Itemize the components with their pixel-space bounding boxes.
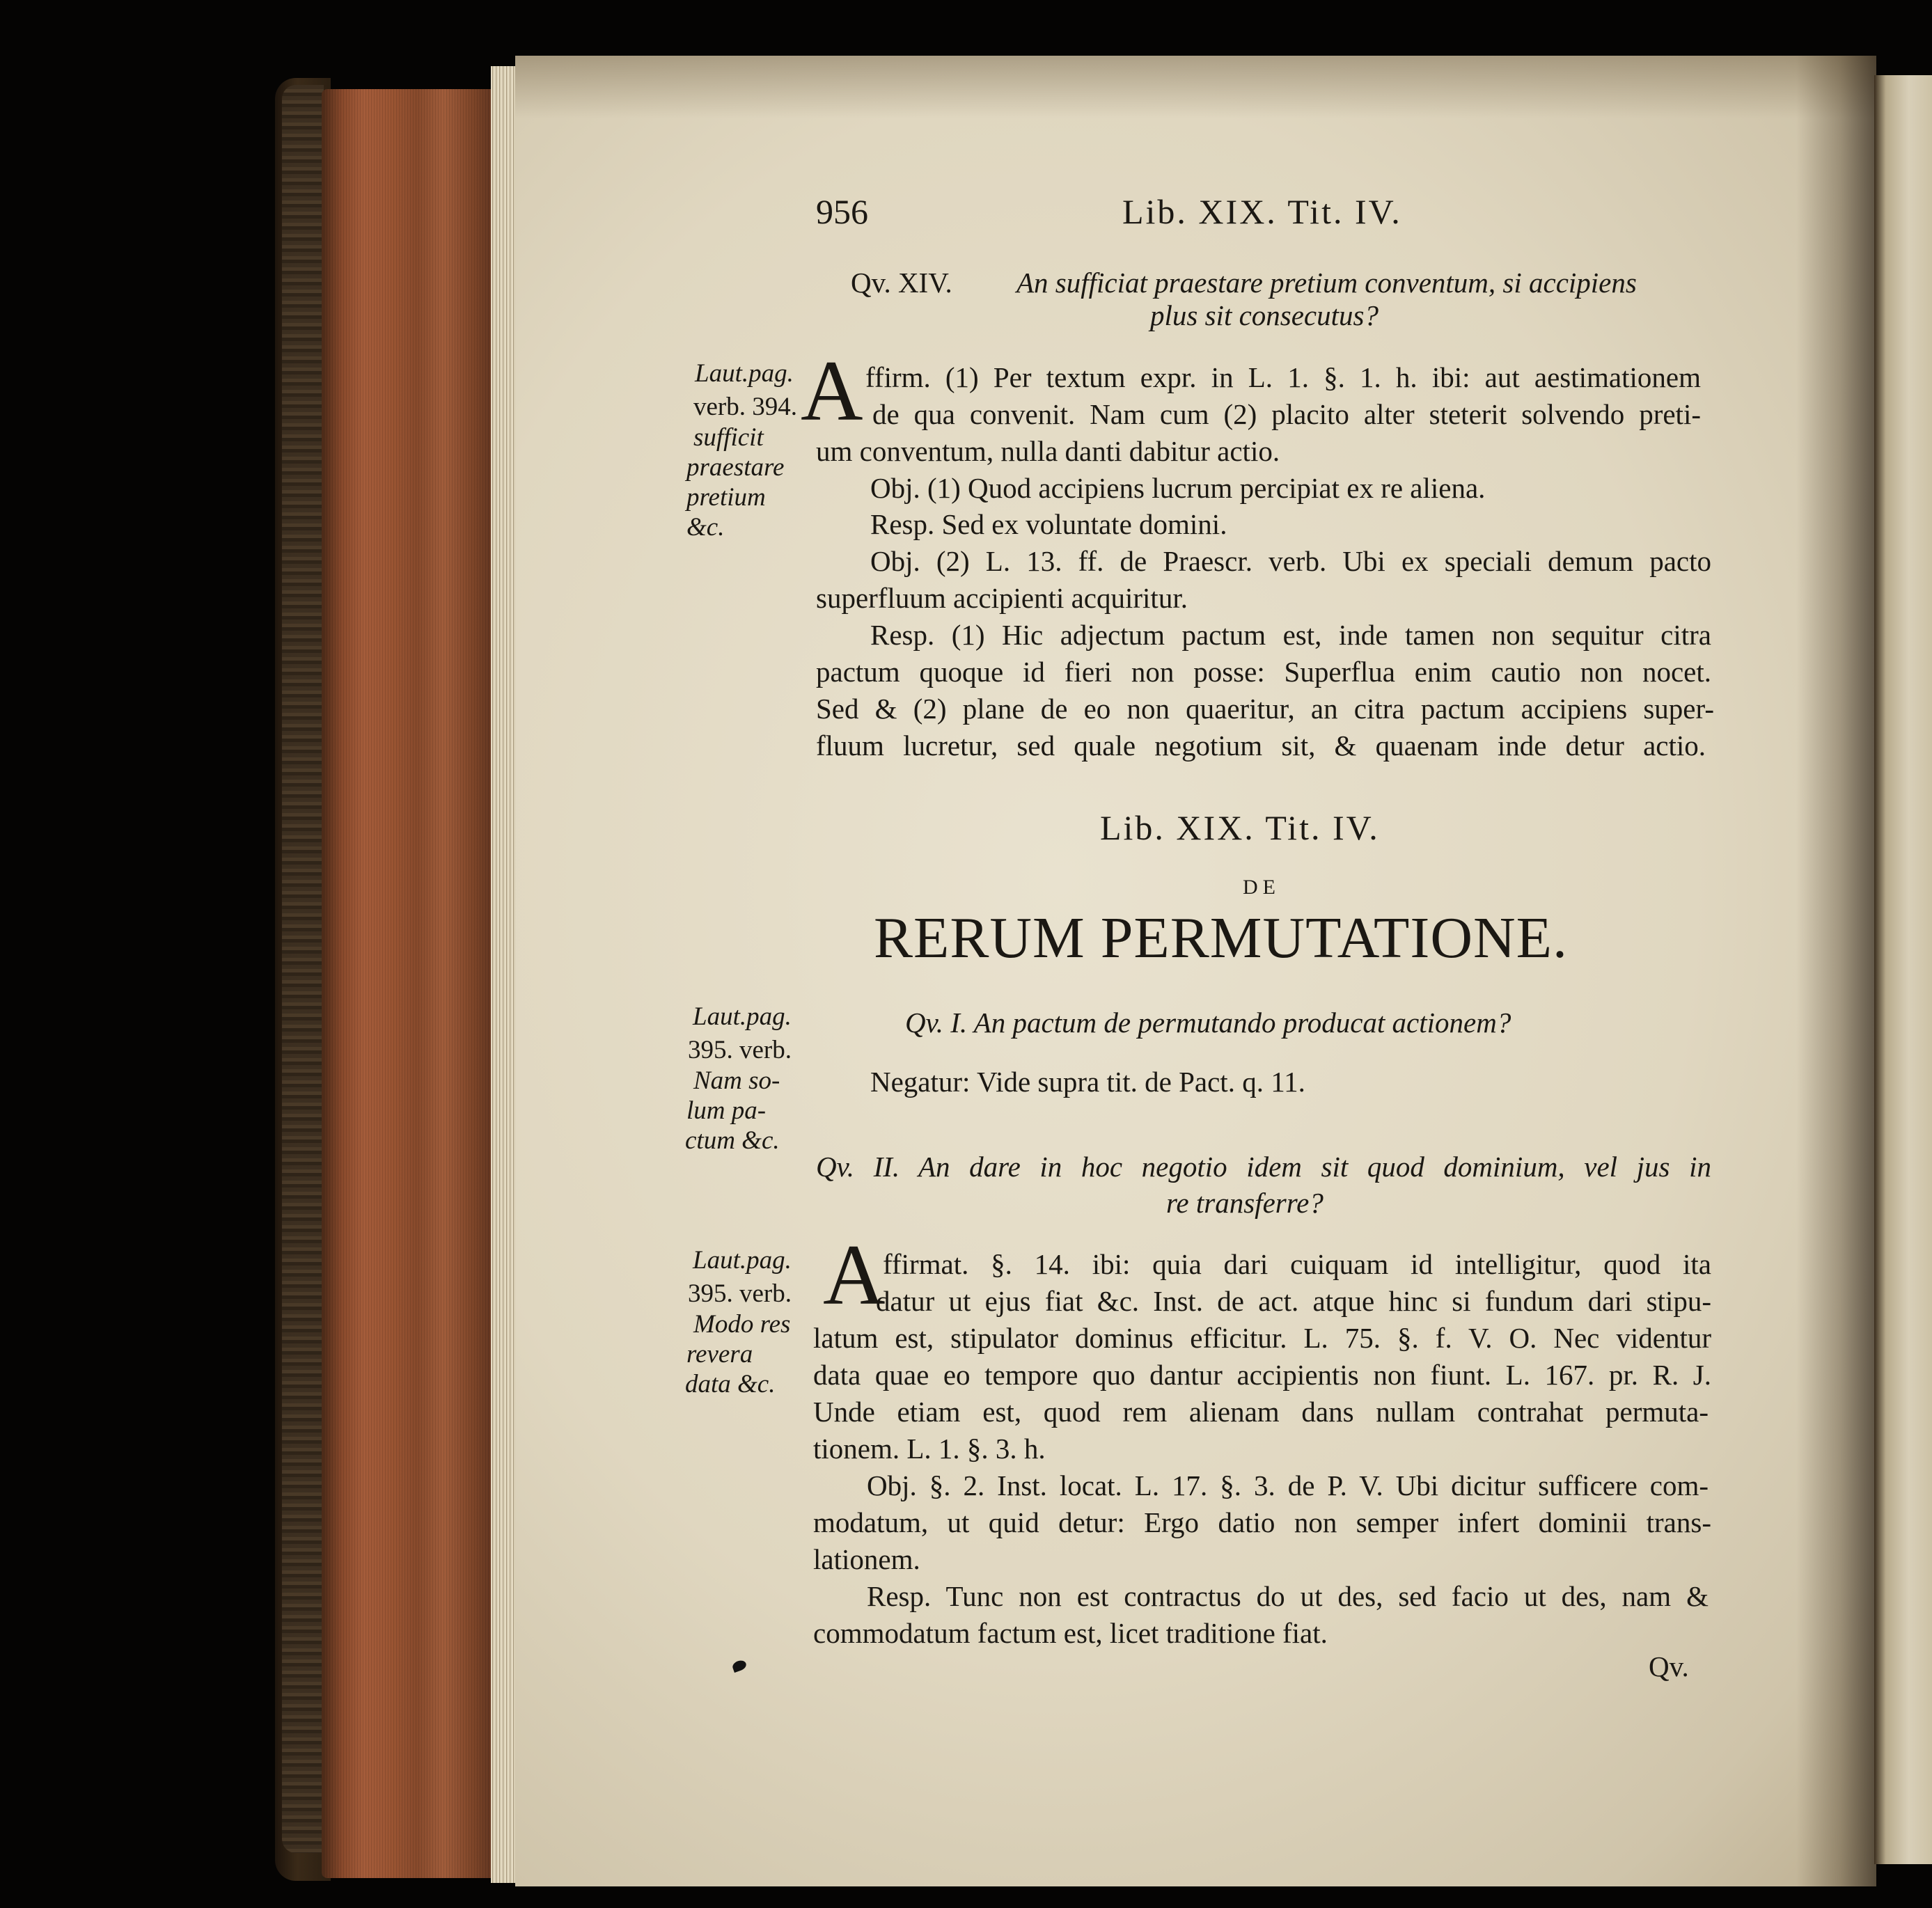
text-line: de qua convenit. Nam cum (2) placito alter steterit solvendo preti- [872,398,1701,430]
margin-note-line: lum pa- [686,1096,767,1125]
text-line: ffirmat. §. 14. ibi: quia dari cuiquam id intelligitur, quod ita [883,1248,1711,1280]
text-line: Obj. (2) L. 13. ff. de Praescr. verb. Ubi ex speciali demum pacto [870,545,1711,577]
text-line: Resp. Tunc non est contractus do ut des, sed facio ut des, nam & [867,1580,1709,1612]
margin-note-line: praestare [686,453,785,482]
margin-note-line: Nam so- [693,1066,780,1095]
margin-note-line: &c. [686,513,725,542]
drop-cap: A [801,343,863,439]
text-line: fluum lucretur, sed quale negotium sit, & quaenam inde detur actio. [816,730,1706,762]
text-line: Resp. (1) Hic adjectum pactum est, inde tamen non sequitur citra [870,619,1711,651]
margin-note-line: 395. verb. [688,1036,792,1064]
text-line: modatum, ut quid detur: Ergo datio non semper infert dominii trans- [813,1506,1711,1538]
text-line: Unde etiam est, quod rem alienam dans nullam contrahat permuta- [813,1396,1709,1428]
title-block-line: Lib. XIX. Tit. IV. [1100,808,1380,847]
margin-note-line: verb. 394. [693,393,797,421]
running-title: Lib. XIX. Tit. IV. [1122,192,1402,231]
margin-note-line: Laut.pag. [693,1246,792,1275]
text-line: um conventum, nulla danti dabitur actio. [816,435,1280,467]
catchword: Qv. [1649,1650,1689,1682]
margin-note-line: pretium [686,483,766,512]
text-line: Obj. §. 2. Inst. locat. L. 17. §. 3. de P. V. Ubi dicitur sufficere com- [867,1469,1709,1501]
text-line: commodatum factum est, licet traditione fiat. [813,1617,1328,1649]
q1-heading: Qv. I. An pactum de permutando producat actionem? [905,1007,1511,1039]
q1-answer: Negatur: Vide supra tit. de Pact. q. 11. [870,1066,1305,1098]
main-title: RERUM PERMUTATIONE. [874,906,1568,970]
margin-note-line: Laut.pag. [695,359,794,388]
page-top-shadow [515,56,1876,118]
text-line: datur ut ejus fiat &c. Inst. de act. atque hinc si fundum dari stipu- [876,1285,1711,1317]
page-edge-lines [322,89,496,1878]
text-line: lationem. [813,1543,920,1575]
q2-heading-line1: Qv. II. An dare in hoc negotio idem sit quod dominium, vel jus in [816,1151,1711,1183]
margin-note-line: ctum &c. [685,1126,780,1155]
q14-heading-line1: An sufficiat praestare pretium conventum, si accipiens [1016,267,1637,299]
margin-note-line: data &c. [685,1370,776,1398]
text-line: latum est, stipulator dominus efficitur. L. 75. §. f. V. O. Nec videntur [813,1322,1711,1354]
q14-heading-line2: plus sit consecutus? [1150,299,1379,331]
text-line: tionem. L. 1. §. 3. h. [813,1433,1046,1465]
margin-note-line: 395. verb. [688,1279,792,1308]
text-line: Obj. (1) Quod accipiens lucrum percipiat ex re aliena. [870,472,1486,504]
q2-heading-line2: re transferre? [1166,1187,1324,1219]
drop-cap: A [823,1227,886,1323]
text-line: data quae eo tempore quo dantur accipientis non fiunt. L. 167. pr. R. J. [813,1359,1711,1391]
margin-note-line: Modo res [693,1310,791,1339]
page-leaf-stack [491,66,519,1883]
margin-note-line: Laut.pag. [693,1002,792,1031]
margin-note-line: revera [686,1340,753,1369]
margin-note-line: sufficit [693,423,764,452]
text-line: pactum quoque id fieri non posse: Superflua enim cautio non nocet. [816,656,1711,688]
page-number: 956 [816,192,868,231]
text-line: superfluum accipienti acquiritur. [816,582,1188,614]
text-line: Sed & (2) plane de eo non quaeritur, an citra pactum accipiens super- [816,693,1714,725]
text-line: ffirm. (1) Per textum expr. in L. 1. §. 1. h. ibi: aut aestimationem [865,361,1701,393]
right-page-sliver [1874,75,1932,1864]
q14-label: Qv. XIV. [851,267,952,299]
title-de: DE [1243,876,1280,899]
page-gutter-shadow [1796,56,1876,1886]
text-line: Resp. Sed ex voluntate domini. [870,508,1227,540]
book-spine-texture [282,85,324,1853]
